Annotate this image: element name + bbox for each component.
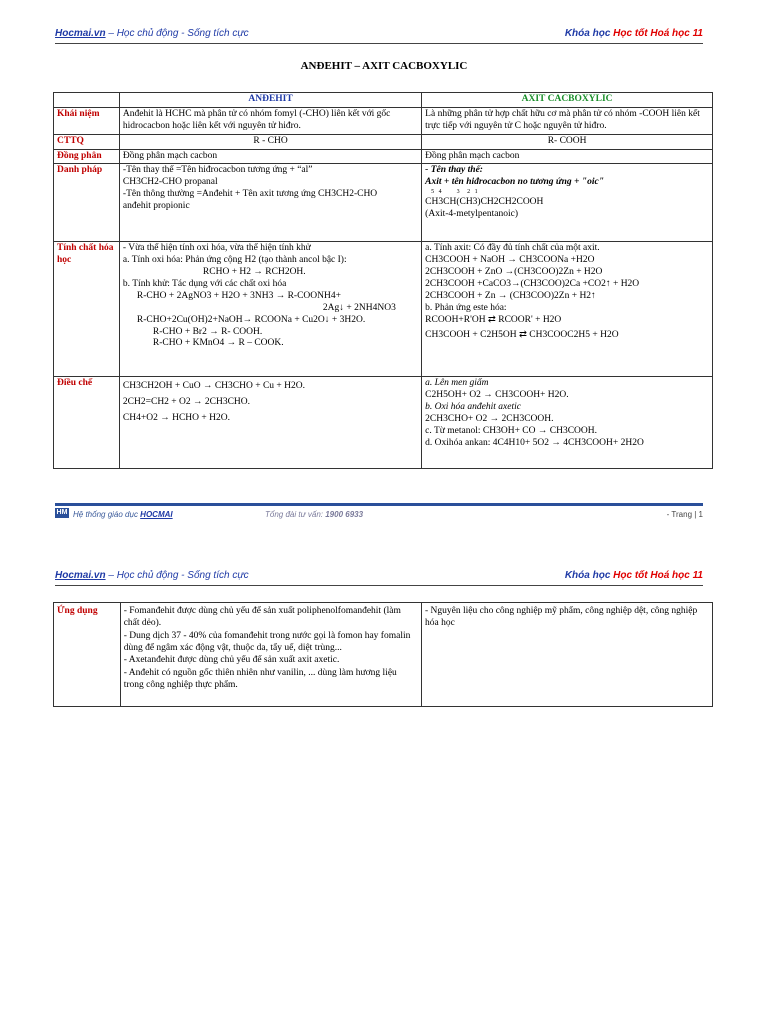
cell-andehit (119, 377, 421, 469)
page-2 (0, 540, 768, 1024)
text-line: - Axetanđehit được dùng chủ yếu để sản xuất axit axetic. (123, 655, 340, 666)
equation: R-CHO+2Cu(OH)2+NaOH→ RCOONa + Cu2O↓ + 3H2O. (136, 314, 366, 325)
text-line: - Tên thay thế: (425, 165, 483, 176)
row-label: Điều chế (54, 377, 120, 469)
hotline-number: 1900 6933 (325, 510, 364, 519)
cell-andehit (120, 603, 421, 707)
row-label: Khái niệm (54, 107, 120, 134)
usage-table (53, 602, 713, 707)
equation: RCOOH+R'OH ⇄ RCOOR' + H2O (425, 314, 562, 325)
cell-axit (422, 603, 713, 707)
equation: 2CH3COOH +CaCO3→(CH3COO)2Ca +CO2↑ + H2O (425, 279, 640, 289)
text-line: - Nguyên liệu cho công nghiệp mỹ phẩm, công nghiệp dệt, công nghiệp hóa học (425, 606, 698, 629)
text-line: -Tên thông thường =Anđehit + Tên axit tương ứng CH3CH2-CHO (122, 189, 378, 200)
site-link[interactable]: Hocmai.vn (55, 28, 106, 39)
cell-andehit: Anđehit là HCHC mà phân tử có nhóm fomyl (-CHO) liên kết với gốc hidrocacbon hoặc liên kết với nguyên tử hiđro. (119, 107, 421, 134)
equation: 2Ag↓ + 2NH4NO3 (322, 302, 396, 313)
text-line: b. Phản ứng este hóa: (425, 302, 507, 313)
course-prefix: Khóa học (564, 28, 614, 39)
equation: R-CHO + 2AgNO3 + H2O + 3NH3 → R-COONH4+ (136, 290, 341, 301)
equation: C2H5OH+ O2 → CH3COOH+ H2O. (425, 390, 569, 401)
site-link[interactable]: Hocmai.vn (55, 570, 106, 581)
column-andehit: ANĐEHIT (119, 93, 421, 108)
equation: d. Oxihóa ankan: 4C4H10+ 5O2 → 4CH3COOH+ 2H2O (425, 437, 644, 448)
row-label: Ứng dụng (54, 603, 121, 707)
equation: R-CHO + Br2 → R- COOH. (152, 326, 263, 337)
system-brand-link[interactable]: HOCMAI (140, 510, 173, 519)
header-rule (55, 43, 703, 44)
hotline-label: Tổng đài tư vấn: (265, 510, 326, 519)
footer-system (73, 510, 173, 519)
cell-andehit (119, 242, 421, 377)
text-line: CH3CH(CH3)CH2CH2COOH (425, 196, 544, 207)
text-line: a. Tính oxi hóa: Phản ứng cộng H2 (tạo thành ancol bậc I): (122, 255, 347, 266)
equation: CH4+O2 → HCHO + H2O. (122, 413, 230, 424)
document-title: ANĐEHIT – AXIT CACBOXYLIC (300, 60, 468, 72)
cell-axit (422, 377, 713, 469)
text-line: a. Lên men giấm (425, 378, 489, 389)
row-khai-niem (54, 107, 713, 134)
comparison-table (53, 92, 713, 469)
row-tinh-chat (54, 242, 713, 377)
equation: 2CH3COOH + Zn → (CH3COO)2Zn + H2↑ (425, 290, 596, 301)
row-cttq (54, 134, 713, 149)
cell-axit (422, 164, 713, 242)
course-name: Học tốt Hoá học 11 (613, 570, 703, 581)
equation: CH3CH2OH + CuO → CH3CHO + Cu + H2O. (122, 381, 305, 392)
carbon-numbering: 5 4 3 2 1 (431, 189, 478, 196)
text-line: a. Tính axit: Có đầy đủ tính chất của một axit. (425, 243, 600, 254)
equation: CH3COOH + C2H5OH ⇄ CH3COOC2H5 + H2O (425, 329, 619, 340)
column-header-row (54, 93, 713, 108)
cell-andehit (119, 164, 421, 242)
column-axit: AXIT CACBOXYLIC (422, 93, 713, 108)
row-label: Tính chất hóa học (54, 242, 120, 377)
cell-andehit: R - CHO (119, 134, 421, 149)
course-name: Học tốt Hoá học 11 (613, 28, 703, 39)
footer-hotline (265, 510, 363, 519)
text-line: - Vừa thể hiện tính oxi hóa, vừa thể hiện tính khử (122, 243, 311, 254)
equation: c. Từ metanol: CH3OH+ CO → CH3COOH. (425, 425, 597, 436)
text-line: (Axit-4-metylpentanoic) (425, 208, 519, 219)
row-danh-phap (54, 164, 713, 242)
equation: 2CH3COOH + ZnO →(CH3COO)2Zn + H2O (425, 267, 603, 278)
equation: RCHO + H2 → RCH2OH. (202, 267, 306, 278)
text-line: - Anđehit có nguồn gốc thiên nhiên như vanilin, ... dùng làm hương liệu trong công nghiệp thực phẩm. (123, 667, 397, 691)
text-line: b. Tính khử: Tác dụng với các chất oxi hóa (122, 279, 287, 289)
header-right (565, 570, 703, 581)
row-label: Danh pháp (54, 164, 120, 242)
row-label: Đồng phân (54, 149, 120, 164)
course-prefix: Khóa học (564, 570, 614, 581)
cell-axit: Đồng phân mạch cacbon (422, 149, 713, 164)
cell-andehit: Đồng phân mạch cacbon (119, 149, 421, 164)
text-line: CH3CH2-CHO propanal (122, 177, 218, 188)
text-line: Axit + tên hiđrocacbon no tương ứng + "oic" (425, 177, 604, 188)
footer-bar (55, 503, 703, 506)
equation: R-CHO + KMnO4 → R – COOK. (152, 338, 284, 349)
text-line: anđehit propionic (122, 201, 190, 211)
text-line: - Dung dịch 37 - 40% của fomanđehit trong nước gọi là fomon hay fomalin dùng để ngâm xác động vật, thuộc da, tẩy uế, diệt trùng... (123, 630, 411, 654)
equation: 2CH2=CH2 + O2 → 2CH3CHO. (122, 397, 251, 408)
hocmai-logo-icon: HM (56, 509, 68, 516)
equation: 2CH3CHO+ O2 → 2CH3COOH. (425, 414, 554, 424)
row-label: CTTQ (54, 134, 120, 149)
header-rule (55, 585, 703, 586)
page-number: - Trang | 1 (666, 510, 703, 519)
header-left (55, 570, 249, 581)
header-right (565, 28, 703, 39)
text-line: -Tên thay thế =Tên hiđrocacbon tương ứng + “al” (122, 165, 313, 176)
row-dieu-che (54, 377, 713, 469)
equation: CH3COOH + NaOH → CH3COONa +H2O (425, 255, 595, 266)
slogan: – Học chủ động - Sống tích cực (105, 28, 249, 39)
cell-axit: R- COOH (422, 134, 713, 149)
row-ung-dung (54, 603, 713, 707)
row-dong-phan (54, 149, 713, 164)
corner-cell (54, 93, 120, 108)
text-line: - Fomanđehit được dùng chủ yếu để sản xuất poliphenolfomanđehit (làm chất dẻo). (123, 606, 401, 629)
text-line: b. Oxi hóa anđehit axetic (425, 402, 521, 413)
cell-axit (422, 242, 713, 377)
slogan: – Học chủ động - Sống tích cực (105, 570, 249, 581)
system-label: Hệ thống giáo dục (73, 510, 141, 519)
cell-axit: Là những phân tử hợp chất hữu cơ mà phân tử có nhóm -COOH liên kết trực tiếp với nguyên tử C hoặc nguyên tử hiđro. (422, 107, 713, 134)
header-left (55, 28, 249, 39)
